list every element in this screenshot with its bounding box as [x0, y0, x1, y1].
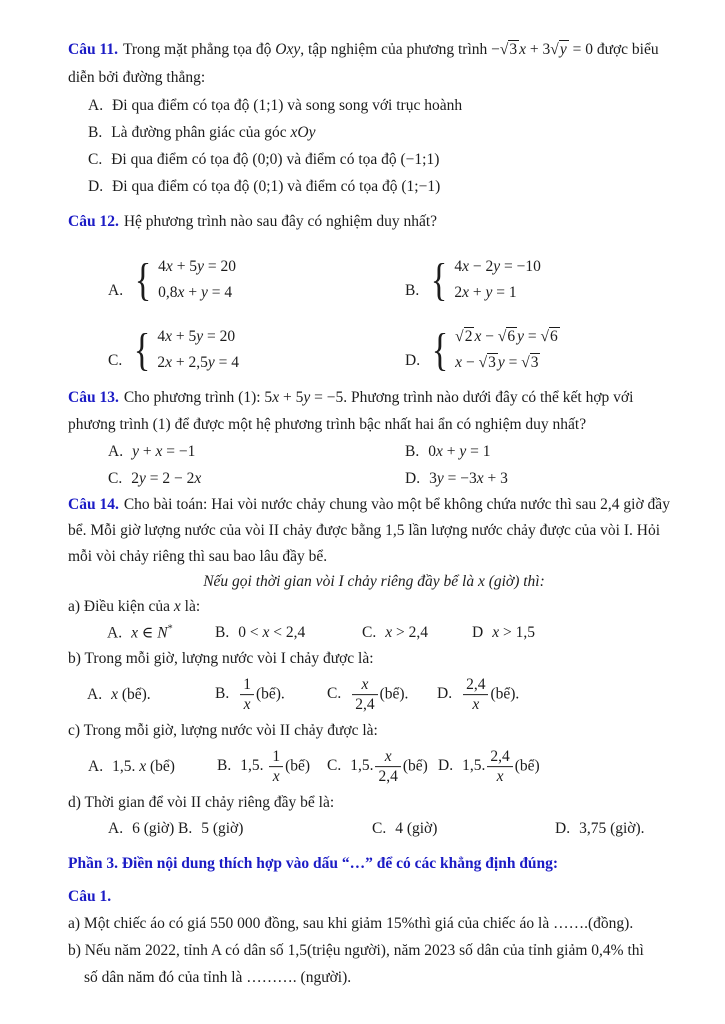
q14d-option-b-text: 5 (giờ): [201, 819, 244, 837]
q14b-option-b-text: $\frac{1}{x}$ (bể).: [238, 685, 285, 702]
question-13-line-2: phương trình (1) để được một hệ phương trình bậc nhất hai ẩn có nghiệm duy nhất?: [68, 416, 587, 433]
part3-question-1-label: Câu 1.: [68, 888, 112, 905]
part3-q1-line-b2: số dân năm đó của tỉnh là ………. (người).: [84, 969, 352, 986]
q13-option-d-label: D.: [405, 469, 421, 487]
question-14-label: Câu 14.: [68, 496, 119, 513]
q14b-option-b-label: B.: [215, 685, 230, 703]
q14a-option-b: [215, 624, 305, 642]
q14d-option-a-text: 6 (giờ): [132, 819, 175, 837]
q14d-option-b: [178, 820, 243, 838]
q14d-option-d-text: 3,75 (giờ).: [579, 819, 645, 837]
q12-options-row-2: [68, 318, 680, 382]
q11-option-a-label: A.: [88, 97, 104, 114]
q12-b-eq-2: 2x + y = 1: [454, 284, 517, 301]
q14c-option-a-label: A.: [88, 757, 104, 775]
q14b-options-row: [68, 671, 680, 718]
q12-a-eq-1: 4x + 5y = 20: [158, 258, 236, 275]
part3-q1-line-b1: b) Nếu năm 2022, tỉnh A có dân số 1,5(triệu người), năm 2023 số dân của tỉnh giảm 0,4% thì: [68, 942, 644, 959]
q14d-option-c: [372, 820, 437, 838]
q11-option-c: [88, 146, 680, 173]
question-13-text: Cho phương trình (1): 5x + 5y = −5. Phương trình nào dưới đây có thể kết hợp với: [123, 389, 634, 406]
q11-option-d: [88, 173, 680, 200]
q13-option-a-text: y + x = −1: [132, 442, 196, 460]
q14c-option-c-text: 1,5. $\frac{x}{2,4}$ (bể): [350, 747, 428, 785]
q13-option-c-text: 2y = 2 − 2x: [131, 469, 202, 487]
left-brace: {: [133, 324, 151, 376]
q14c-options-row: [68, 743, 680, 790]
q12-option-b: [405, 254, 541, 306]
question-13: [68, 384, 680, 438]
question-12-line-1: [68, 208, 680, 236]
q12-option-b-label: B.: [405, 282, 420, 300]
q14c-option-c: [327, 747, 428, 787]
q12-option-b-system: [428, 254, 541, 306]
q14c-intro: c) Trong mỗi giờ, lượng nước vòi II chảy được là:: [68, 722, 378, 739]
q14b-intro: b) Trong mỗi giờ, lượng nước vòi I chảy được là:: [68, 650, 374, 667]
q14b-option-c-label: C.: [327, 685, 342, 703]
q12-a-eq-2: 0,8x + y = 4: [158, 284, 233, 301]
q14a-option-b-text: 0 < x < 2,4: [238, 623, 306, 641]
q14b-option-c: [327, 675, 408, 715]
q14d-option-a-label: A.: [108, 819, 124, 837]
q14a-option-d: [472, 624, 535, 642]
q14c-option-b-text: 1,5. $\frac{1}{x}$ (bể): [240, 747, 311, 785]
q12-option-d: [405, 324, 560, 376]
q12-option-a-system: [132, 254, 236, 306]
question-14-line-3: mỗi vòi chảy riêng thì sau bao lâu đầy bể.: [68, 548, 328, 565]
q14c-option-c-label: C.: [327, 757, 342, 775]
left-brace: {: [430, 254, 448, 306]
question-11-line-1: [68, 36, 680, 64]
q13-option-c-label: C.: [108, 469, 123, 487]
question-14-text: Cho bài toán: Hai vòi nước chảy chung vào một bể không chứa nước thì sau 2,4 giờ đầy: [123, 496, 670, 513]
q14d-option-d-label: D.: [555, 819, 571, 837]
q14b-option-d-label: D.: [437, 685, 453, 703]
q12-option-c-system: [131, 324, 239, 376]
q14b-option-d: [437, 675, 519, 715]
q14b-option-a: [87, 686, 151, 704]
q11-option-b-text: Là đường phân giác của góc xOy: [111, 124, 316, 141]
q13-option-b-text: 0x + y = 1: [428, 442, 491, 460]
q14a-option-a-text: x ∈ N*: [131, 622, 173, 642]
q14c-option-d-text: 1,5. $\frac{2,4}{x}$ (bể): [462, 747, 540, 785]
question-12: [68, 208, 680, 236]
q14c-option-b-label: B.: [217, 757, 232, 775]
q12-c-eq-2: 2x + 2,5y = 4: [157, 354, 239, 371]
q14a-option-a: [107, 623, 173, 642]
q14c-option-b: [217, 747, 310, 787]
q12-b-eq-1: 4x − 2y = −10: [454, 258, 541, 275]
q13-option-d: [405, 470, 508, 488]
question-11-text: Trong mặt phẳng tọa độ Oxy, tập nghiệm của phương trình −√3 x + 3√y = 0 được biểu: [122, 41, 659, 58]
q14a-options-row: [68, 619, 680, 646]
q12-option-a: [108, 254, 236, 306]
question-13-label: Câu 13.: [68, 389, 119, 406]
q14d-option-d: [555, 820, 645, 838]
q14d-option-b-label: B.: [178, 819, 193, 837]
q13-option-a: [108, 443, 195, 461]
q14b-option-c-text: $\frac{x}{2,4}$ (bể).: [350, 685, 408, 702]
q13-options-row-2: [68, 465, 680, 492]
q12-d-eq-2: x − √3 y = √3: [455, 354, 539, 371]
q14b-option-a-text: x (bể).: [111, 685, 151, 703]
q12-c-eq-1: 4x + 5y = 20: [157, 328, 236, 345]
q13-option-a-label: A.: [108, 442, 124, 460]
q12-option-c-label: C.: [108, 352, 123, 370]
question-14: [68, 492, 680, 570]
q11-option-d-label: D.: [88, 178, 104, 195]
q11-option-d-text: Đi qua điểm có tọa độ (0;1) và điểm có tọa độ (1;−1): [112, 178, 441, 195]
q13-option-b: [405, 443, 491, 461]
q14a-option-c-label: C.: [362, 623, 377, 641]
q11-option-b: [88, 119, 680, 146]
q11-option-a-text: Đi qua điểm có tọa độ (1;1) và song song với trục hoành: [112, 97, 463, 114]
q12-option-d-system: [429, 324, 560, 376]
q14b-option-a-label: A.: [87, 685, 103, 703]
q14c-option-d-label: D.: [438, 757, 454, 775]
q14b-option-b: [215, 675, 285, 715]
q11-option-b-label: B.: [88, 124, 103, 141]
q14c-option-d: [438, 747, 540, 787]
q11-option-a: [88, 92, 680, 119]
part3-q1-line-a: a) Một chiếc áo có giá 550 000 đồng, sau khi giảm 15%thì giá của chiếc áo là …….(đồng).: [68, 915, 634, 932]
q11-option-c-text: Đi qua điểm có tọa độ (0;0) và điểm có tọa độ (−1;1): [111, 151, 440, 168]
q14a-option-d-label: D: [472, 623, 484, 641]
q14c-option-a: [88, 758, 175, 776]
q14b-option-d-text: $\frac{2,4}{x}$ (bể).: [461, 685, 519, 702]
q14-assumption-line: Nếu gọi thời gian vòi I chảy riêng đầy bể là x (giờ) thì:: [203, 573, 545, 590]
q13-option-c: [108, 470, 201, 488]
q13-options-row-1: [68, 438, 680, 465]
q14d-option-c-text: 4 (giờ): [395, 819, 438, 837]
q14d-option-c-label: C.: [372, 819, 387, 837]
question-14-line-1: [68, 492, 680, 518]
q11-option-c-label: C.: [88, 151, 103, 168]
question-13-line-1: [68, 384, 680, 411]
q14a-intro: a) Điều kiện của x là:: [68, 598, 201, 615]
q14a-option-d-text: x > 1,5: [492, 623, 535, 641]
q13-option-b-label: B.: [405, 442, 420, 460]
q12-options-row-1: [68, 248, 680, 312]
left-brace: {: [431, 324, 449, 376]
q14d-intro: d) Thời gian để vòi II chảy riêng đầy bể là:: [68, 794, 335, 811]
q12-option-a-label: A.: [108, 282, 124, 300]
q12-option-d-label: D.: [405, 352, 421, 370]
question-14-line-2: bể. Mỗi giờ lượng nước của vòi II chảy được bằng 1,5 lần lượng nước chảy được của vòi I. Hỏi: [68, 522, 661, 539]
question-11-line-2: diễn bởi đường thẳng:: [68, 69, 206, 86]
q12-option-c: [108, 324, 239, 376]
q14c-option-a-text: 1,5. x (bể): [112, 757, 175, 775]
q14d-options-row: [68, 815, 680, 842]
q14a-option-c: [362, 624, 428, 642]
q14a-option-a-label: A.: [107, 624, 123, 642]
question-11-label: Câu 11.: [68, 41, 118, 58]
part-3-heading: Phần 3. Điền nội dung thích hợp vào dấu “…” để có các khẳng định đúng:: [68, 855, 559, 872]
q14a-option-c-text: x > 2,4: [385, 623, 428, 641]
q14a-option-b-label: B.: [215, 623, 230, 641]
left-brace: {: [134, 254, 152, 306]
question-12-label: Câu 12.: [68, 213, 119, 230]
q12-d-eq-1: √2 x − √6 y = √6: [455, 328, 558, 345]
q14d-option-a: [108, 820, 174, 838]
question-12-text: Hệ phương trình nào sau đây có nghiệm duy nhất?: [123, 213, 438, 230]
question-11: [68, 36, 680, 92]
q13-option-d-text: 3y = −3x + 3: [429, 469, 508, 487]
